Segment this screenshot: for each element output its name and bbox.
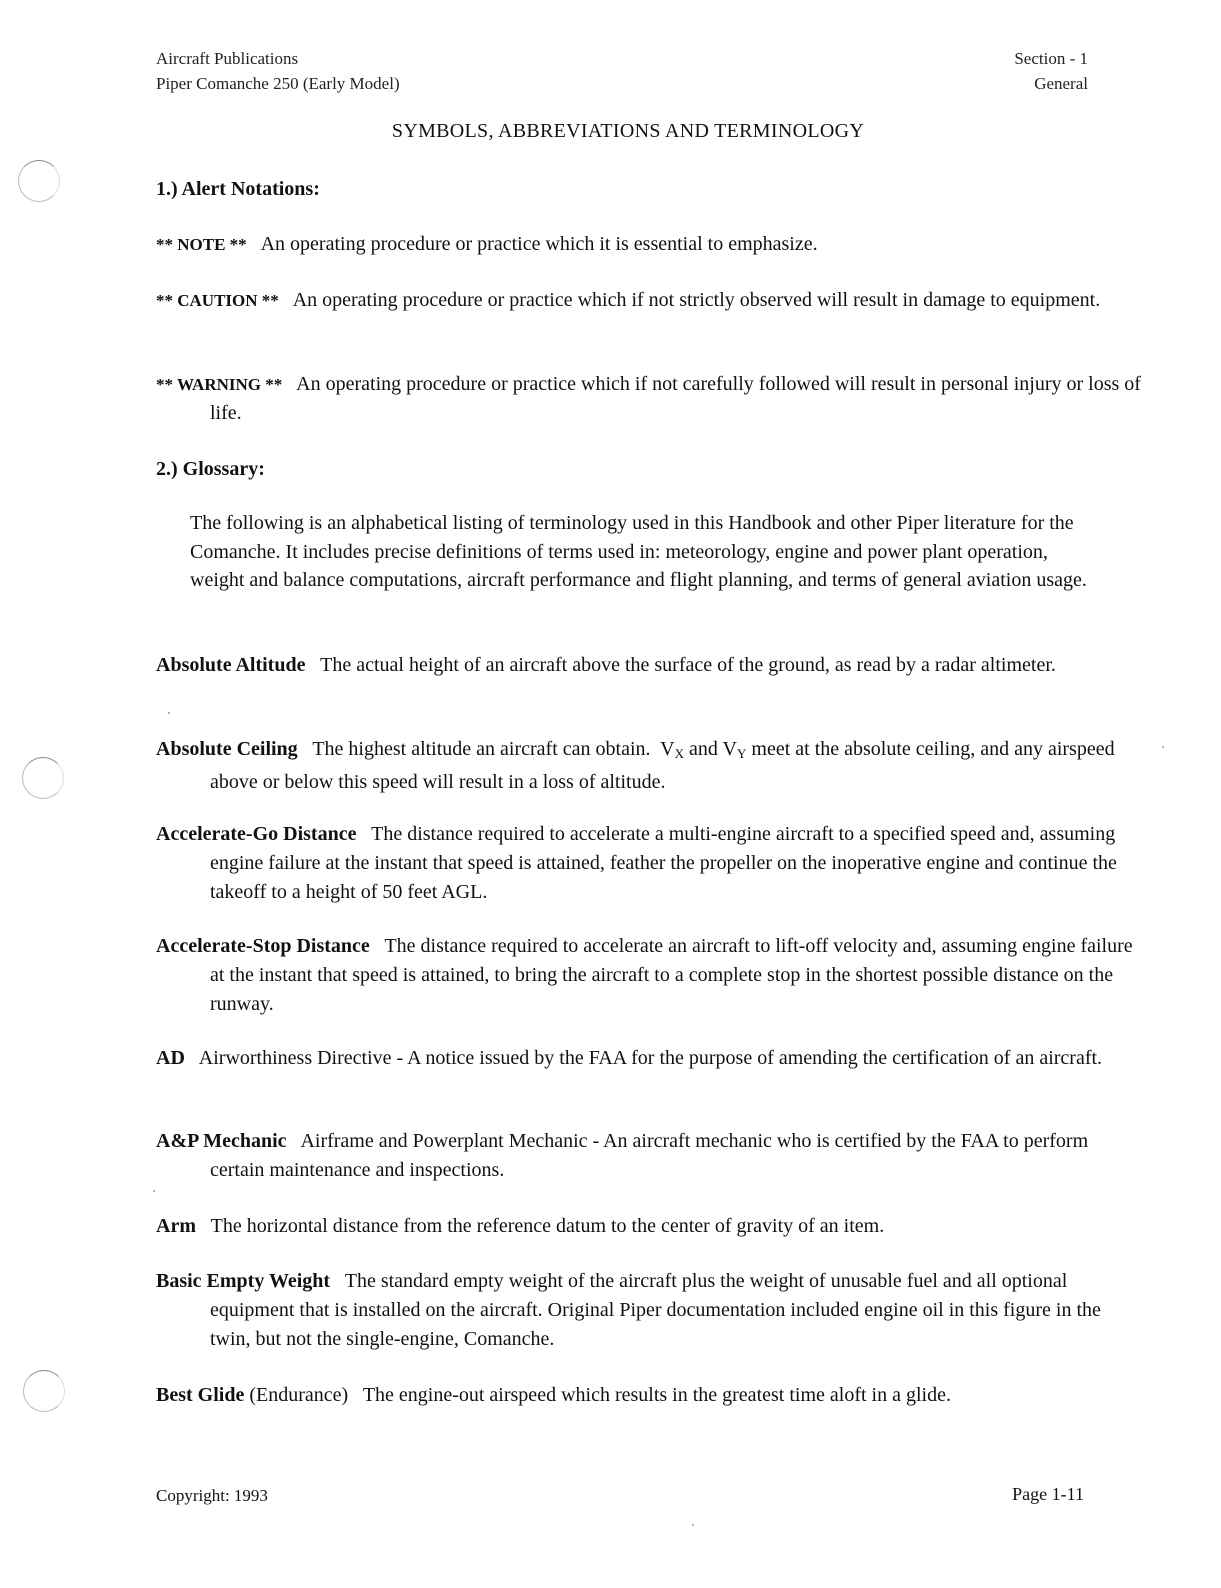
glossary-entry-basic-empty-weight (156, 1267, 1145, 1354)
alert-note-text: An operating procedure or practice which it is essential to emphasize. (260, 233, 818, 255)
glossary-entry-accelerate-go (156, 820, 1145, 907)
alert-note (156, 230, 1145, 259)
glossary-term: Absolute Ceiling (156, 738, 298, 760)
aircraft-model: Piper Comanche 250 (Early Model) (156, 74, 400, 93)
vy-symbol: $V_Y$ (722, 738, 747, 761)
glossary-definition-and: and (689, 738, 718, 760)
glossary-definition-part-b: meet at the absolute ceiling, and any airspeed above or below this speed will result in a loss of altitude. (210, 738, 1115, 793)
glossary-term: A&P Mechanic (156, 1130, 287, 1152)
glossary-entry-ad (156, 1044, 1145, 1073)
glossary-term: Arm (156, 1215, 196, 1237)
footer-copyright: Copyright: 1993 (156, 1486, 268, 1505)
glossary-entry-absolute-altitude (156, 651, 1145, 680)
footer-page-number: Page 1-11 (1012, 1484, 1084, 1504)
glossary-entry-accelerate-stop (156, 932, 1145, 1019)
scan-speck (692, 1524, 694, 1526)
alert-caution-term: ** CAUTION ** (156, 291, 279, 310)
header-left (156, 46, 400, 96)
hole-punch-top (18, 160, 60, 202)
alert-caution-text: An operating procedure or practice which if not strictly observed will result in damage to equipment. (292, 289, 1101, 311)
glossary-entry-best-glide (156, 1381, 1145, 1410)
page-title: SYMBOLS, ABBREVIATIONS AND TERMINOLOGY (391, 120, 865, 142)
hole-punch-bottom (23, 1370, 65, 1412)
glossary-term: Basic Empty Weight (156, 1270, 331, 1292)
glossary-term: AD (156, 1047, 185, 1069)
alert-notations-heading: 1.) Alert Notations: (156, 178, 320, 200)
alert-warning-term: ** WARNING ** (156, 375, 283, 394)
publisher-name: Aircraft Publications (156, 49, 299, 68)
section-number: Section - 1 (1014, 49, 1088, 68)
scan-speck (168, 712, 170, 714)
glossary-definition: Airworthiness Directive - A notice issued by the FAA for the purpose of amending the certification of an aircraft. (198, 1047, 1103, 1069)
glossary-term: Absolute Altitude (156, 654, 306, 676)
glossary-definition-part-a: The highest altitude an aircraft can obtain. (312, 738, 651, 760)
glossary-term: Accelerate-Go Distance (156, 823, 357, 845)
glossary-definition: The horizontal distance from the reference datum to the center of gravity of an item. (210, 1215, 885, 1237)
section-name: General (1034, 74, 1088, 93)
glossary-term: Accelerate-Stop Distance (156, 935, 370, 957)
alert-caution (156, 286, 1145, 315)
glossary-entry-absolute-ceiling (156, 735, 1145, 797)
glossary-definition: The actual height of an aircraft above the surface of the ground, as read by a radar altimeter. (320, 654, 1056, 676)
glossary-definition: The distance required to accelerate an aircraft to lift-off velocity and, assuming engine failure at the instant that speed is attained, to bring the aircraft to a complete stop in the shortest possible distance on the runway. (210, 935, 1133, 1015)
glossary-term-suffix: (Endurance) (249, 1384, 349, 1406)
scan-speck (1162, 746, 1164, 748)
glossary-term: Best Glide (156, 1384, 245, 1406)
alert-note-term: ** NOTE ** (156, 235, 247, 254)
scan-speck (153, 1190, 155, 1192)
glossary-definition: The distance required to accelerate a multi-engine aircraft to a specified speed and, assuming engine failure at the instant that speed is attained, feather the propeller on the inoperative engine and continue the takeoff to a height of 50 feet AGL. (210, 823, 1117, 903)
glossary-heading: 2.) Glossary: (156, 458, 265, 480)
alert-warning (156, 370, 1145, 428)
glossary-definition: Airframe and Powerplant Mechanic - An aircraft mechanic who is certified by the FAA to perform certain maintenance and inspections. (210, 1130, 1089, 1181)
vx-symbol: $V_X$ (660, 738, 685, 761)
alert-warning-text: An operating procedure or practice which if not carefully followed will result in personal injury or loss of life. (210, 373, 1141, 424)
glossary-definition: The engine-out airspeed which results in the greatest time aloft in a glide. (362, 1384, 951, 1406)
glossary-intro: The following is an alphabetical listing of terminology used in this Handbook and other Piper literature for the Comanche. It includes precise definitions of terms used in: meteorology, engine and power plant operation, weight and balance computations, aircraft performance and flight planning, and terms of general aviation usage. (190, 512, 1087, 591)
glossary-definition: The standard empty weight of the aircraft plus the weight of unusable fuel and all optional equipment that is installed on the aircraft. Original Piper documentation included engine oil in this figure in the twin, but not the single-engine, Comanche. (210, 1270, 1101, 1350)
glossary-entry-arm (156, 1212, 1145, 1241)
hole-punch-middle (22, 757, 64, 799)
header-right (1014, 46, 1088, 96)
glossary-entry-ap-mechanic (156, 1127, 1145, 1185)
